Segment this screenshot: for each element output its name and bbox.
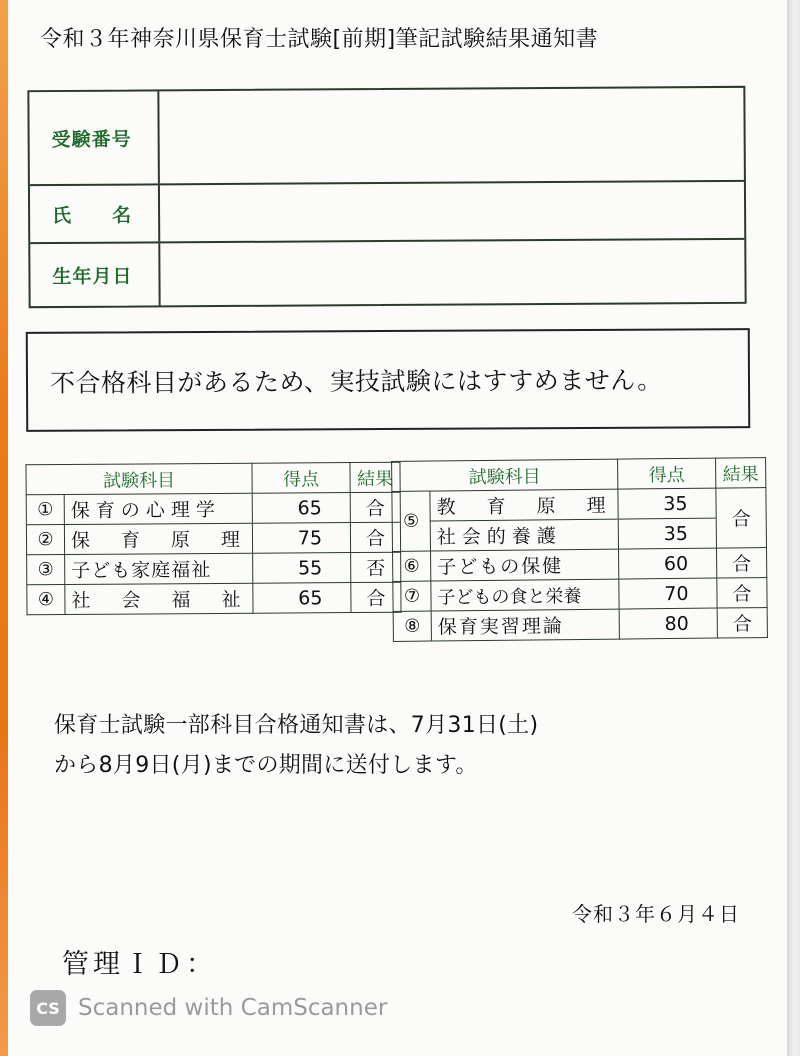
name-row bbox=[30, 182, 744, 244]
subject-name: 子どもの食と栄養 bbox=[431, 579, 619, 611]
exam-number-label: 受験番号 bbox=[29, 91, 160, 184]
exam-number-row bbox=[29, 88, 744, 186]
subject-result: 合 bbox=[717, 548, 767, 579]
subject-number: ⑥ bbox=[393, 551, 431, 581]
name-label: 氏 名 bbox=[30, 185, 160, 242]
birthdate-row bbox=[30, 240, 744, 306]
header-score: 得点 bbox=[252, 463, 350, 494]
subject-name: 保育実習理論 bbox=[431, 609, 619, 641]
header-result: 結果 bbox=[716, 458, 766, 489]
table-row bbox=[27, 552, 401, 585]
subject-results-table-left bbox=[25, 462, 401, 616]
subject-name: 子ども家庭福祉 bbox=[65, 553, 253, 584]
table-row bbox=[26, 522, 400, 555]
camscanner-logo-icon: CS bbox=[30, 990, 66, 1026]
header-subject: 試験科目 bbox=[26, 463, 252, 495]
examinee-info-box bbox=[27, 86, 746, 308]
document-title: 令和３年神奈川県保育士試験[前期]筆記試験結果通知書 bbox=[40, 27, 599, 52]
subject-score: 35 bbox=[618, 488, 716, 519]
subject-number: ⑤ bbox=[392, 491, 431, 551]
subject-number: ④ bbox=[27, 585, 65, 615]
table-row bbox=[392, 488, 766, 522]
subject-name: 子どもの保健 bbox=[431, 549, 619, 581]
subject-name: 保 育 原 理 bbox=[64, 523, 252, 554]
paper-right-edge bbox=[788, 0, 800, 1056]
subject-result: 合 bbox=[717, 578, 767, 609]
schedule-line-2: から8月9日(月)までの期間に送付します。 bbox=[54, 753, 478, 778]
result-notice-message: 不合格科目があるため、実技試験にはすすめません。 bbox=[26, 328, 751, 432]
watermark-text: Scanned with CamScanner bbox=[78, 995, 388, 1021]
subject-number: ⑦ bbox=[393, 581, 431, 611]
header-result: 結果 bbox=[350, 462, 400, 492]
subject-number: ③ bbox=[27, 555, 65, 585]
table-header-row bbox=[26, 462, 400, 495]
subject-score: 65 bbox=[253, 583, 351, 614]
subject-name: 保育の心理学 bbox=[64, 493, 252, 524]
subject-results-table-right bbox=[391, 457, 768, 642]
birthdate-label: 生年月日 bbox=[30, 243, 160, 306]
schedule-line-1: 保育士試験一部科目合格通知書は、7月31日(土) bbox=[54, 713, 539, 738]
subject-result: 合 bbox=[350, 492, 400, 522]
header-subject: 試験科目 bbox=[392, 459, 618, 491]
issue-date: 令和３年６月４日 bbox=[572, 902, 740, 926]
management-id-label: 管理ＩＤ： bbox=[62, 949, 217, 980]
subject-score: 60 bbox=[619, 548, 717, 579]
table-header-row bbox=[392, 458, 766, 492]
camscanner-watermark bbox=[30, 990, 387, 1026]
subject-name: 社 会 福 祉 bbox=[65, 583, 253, 614]
subject-number: ① bbox=[26, 495, 64, 525]
table-row bbox=[393, 578, 767, 612]
table-row bbox=[26, 492, 400, 525]
subject-score: 80 bbox=[619, 608, 717, 639]
subject-score: 55 bbox=[253, 553, 351, 584]
mailing-schedule-text bbox=[54, 706, 754, 786]
table-row bbox=[27, 582, 401, 615]
table-row bbox=[392, 518, 766, 552]
header-score: 得点 bbox=[618, 458, 716, 489]
subject-result: 合 bbox=[350, 522, 400, 552]
subject-number: ⑧ bbox=[393, 611, 431, 641]
subject-score: 35 bbox=[618, 518, 716, 549]
subject-result: 合 bbox=[716, 488, 767, 549]
subject-result: 否 bbox=[351, 552, 401, 582]
table-row bbox=[393, 548, 767, 582]
subject-name: 社会的養護 bbox=[430, 519, 618, 551]
subject-result: 合 bbox=[351, 582, 401, 612]
subject-score: 70 bbox=[619, 578, 717, 609]
table-row bbox=[393, 608, 767, 642]
subject-result: 合 bbox=[717, 608, 767, 639]
subject-score: 65 bbox=[252, 493, 350, 524]
subject-number: ② bbox=[26, 525, 64, 555]
subject-name: 教 育 原 理 bbox=[430, 489, 618, 521]
subject-score: 75 bbox=[252, 523, 350, 554]
